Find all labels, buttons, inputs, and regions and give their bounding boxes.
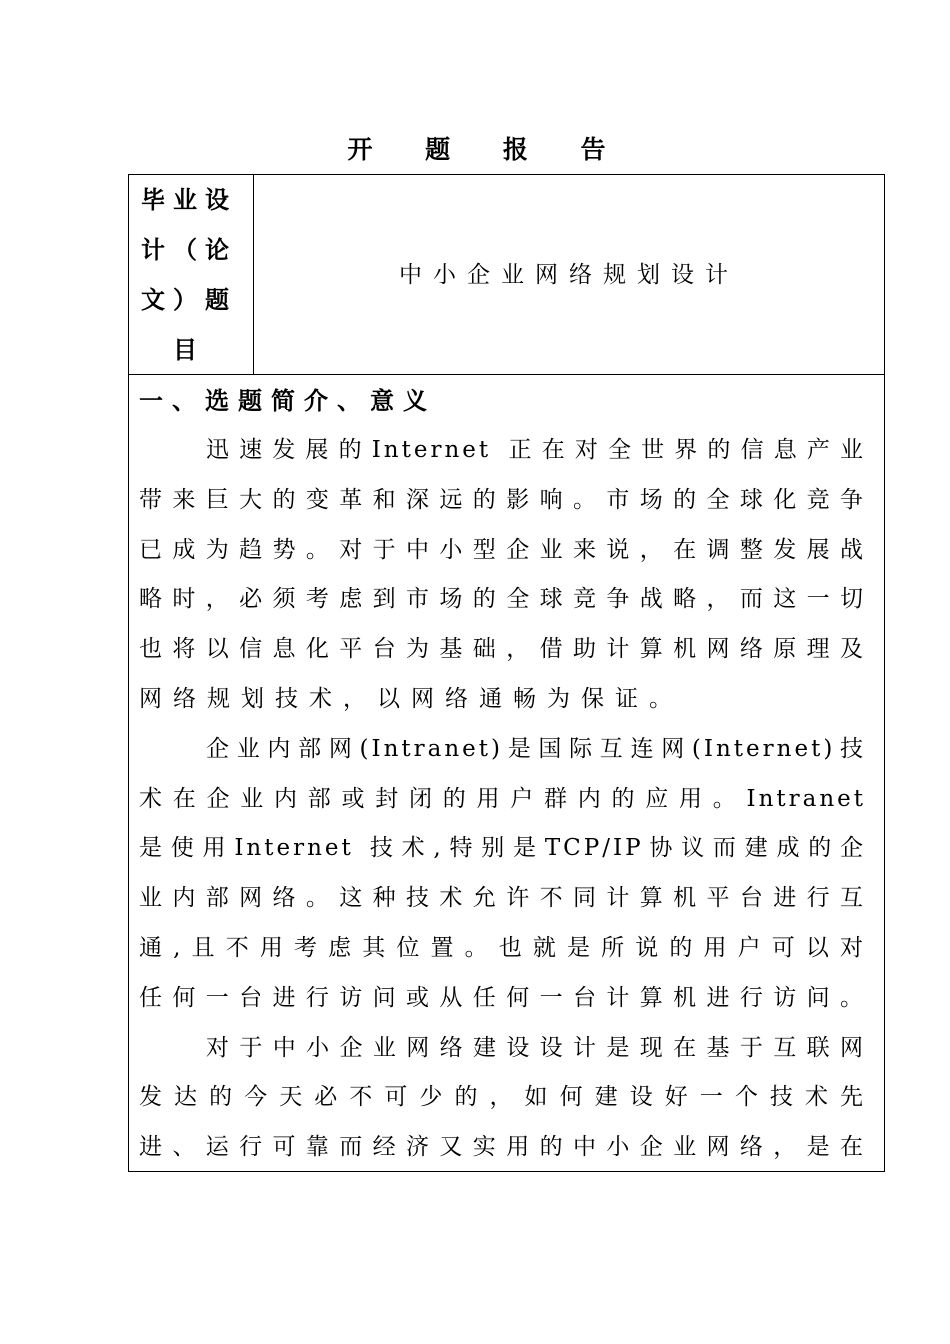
page-title: 开 题 报 告 <box>347 135 628 164</box>
paragraph-line: 网络规划技术，以网络通畅为保证。 <box>139 686 683 712</box>
paragraph-line: 企业内部网(Intranet)是国际互连网(Internet)技 <box>206 735 866 762</box>
paragraph-line: 任何一台进行访问或从任何一台计算机进行访问。 <box>139 984 866 1011</box>
paragraph-line: 通,且不用考虑其位置。也就是所说的用户可以对 <box>139 935 866 961</box>
paragraph-line: 是使用Internet 技术,特别是TCP/IP协议而建成的企 <box>139 835 866 862</box>
topic-label-line: 计（论 <box>141 235 237 264</box>
paragraph-line: 也将以信息化平台为基础，借助计算机网络原理及 <box>139 636 866 663</box>
section-heading: 一、选题简介、意义 <box>139 386 436 415</box>
topic-value: 中小企业网络规划设计 <box>399 262 739 288</box>
paragraph-line: 对于中小企业网络建设设计是现在基于互联网 <box>206 1034 866 1061</box>
paragraph-line: 术在企业内部或封闭的用户群内的应用。Intranet <box>139 785 866 812</box>
paragraph-line: 进、运行可靠而经济又实用的中小企业网络，是在 <box>139 1134 866 1161</box>
paragraph-line: 略时，必须考虑到市场的全球竞争战略，而这一切 <box>139 586 866 613</box>
topic-label-line: 文）题 <box>141 285 237 314</box>
paragraph-line: 已成为趋势。对于中小型企业来说，在调整发展战 <box>139 536 866 563</box>
paragraph-line: 业内部网络。这种技术允许不同计算机平台进行互 <box>139 885 866 912</box>
paragraph-line: 发达的今天必不可少的，如何建设好一个技术先 <box>139 1084 866 1111</box>
report-table <box>128 174 885 1172</box>
topic-label-cell <box>129 175 254 375</box>
topic-label-line: 毕业设 <box>141 185 237 214</box>
topic-label <box>139 175 239 375</box>
paragraph-line: 带来巨大的变革和深远的影响。市场的全球化竞争 <box>139 486 866 513</box>
introduction-cell <box>129 375 884 1171</box>
paragraph-line: 迅速发展的Internet 正在对全世界的信息产业 <box>206 437 866 463</box>
topic-value-cell <box>254 175 884 375</box>
topic-label-line: 目 <box>173 335 205 364</box>
